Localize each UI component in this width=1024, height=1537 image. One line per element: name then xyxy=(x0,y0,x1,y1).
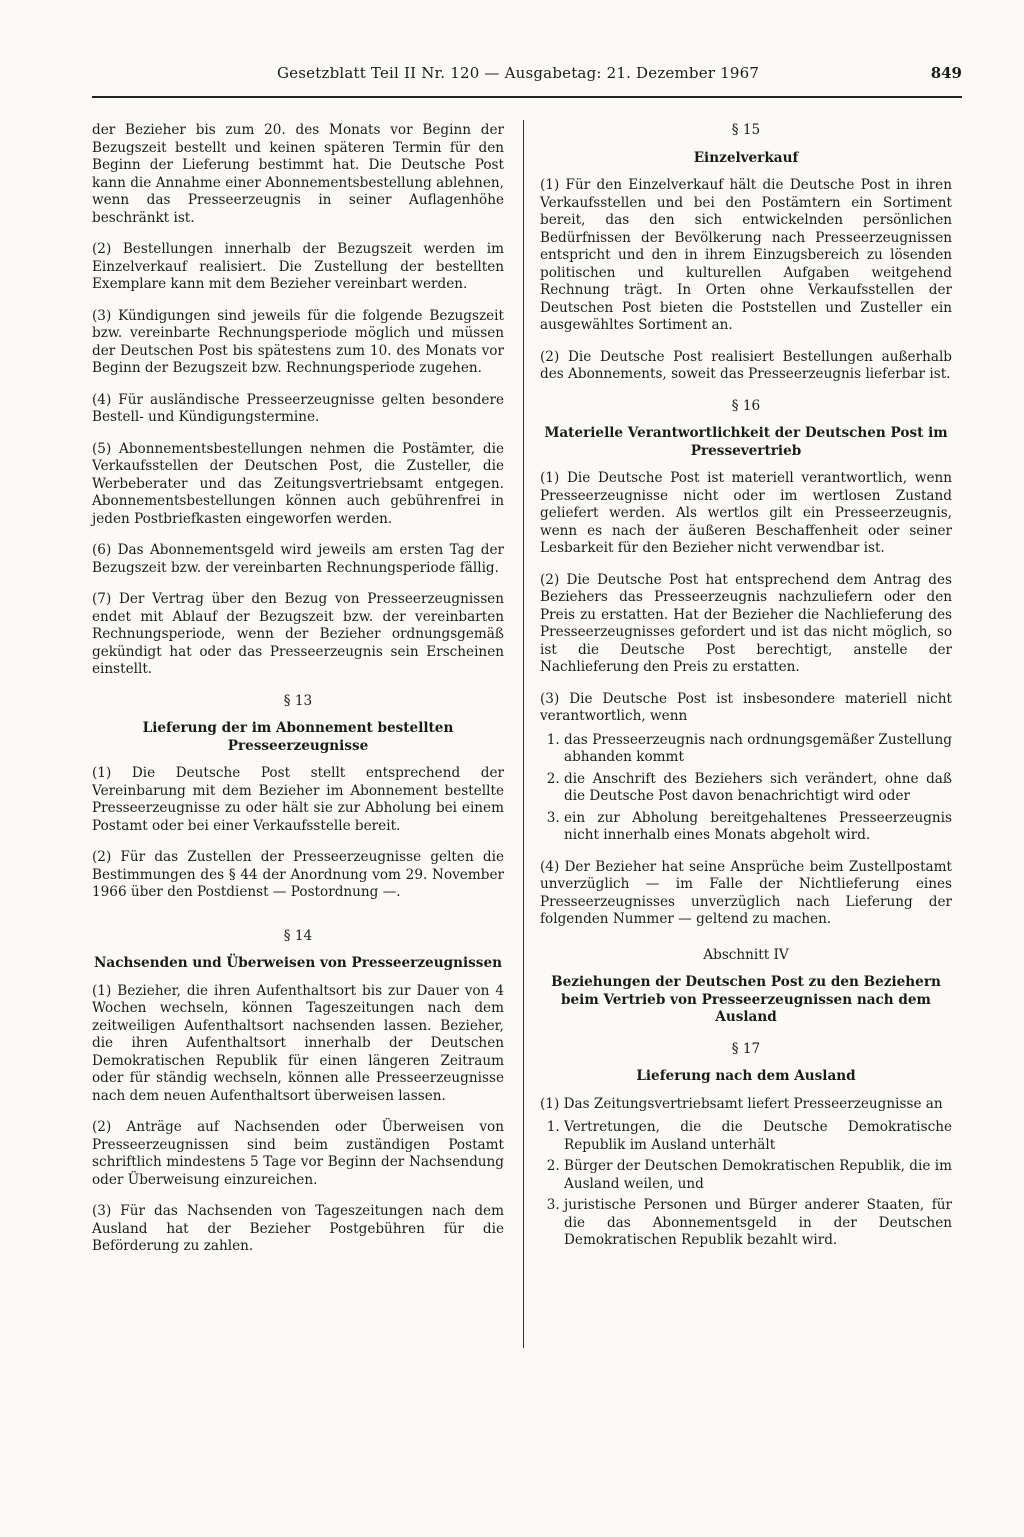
paragraph: (5) Abonnementsbestellungen nehmen die Postämter, die Verkaufsstellen der Deutschen Post, die Zusteller, die Werbeberater und das Zeitungsvertriebsamt entgegen. Abonnementsbestellungen können auch gebührenfrei in jeden Postbriefkasten eingeworfen werden. xyxy=(92,440,504,527)
section-number: § 15 xyxy=(731,122,761,138)
section-heading: Einzelverkauf xyxy=(693,149,799,166)
page-number: 849 xyxy=(930,64,962,82)
list-item: 1. das Presseerzeugnis nach ordnungsgemäßer Zustellung abhanden kommt xyxy=(564,732,952,767)
paragraph: (1) Das Zeitungsvertriebsamt liefert Presseerzeugnisse an xyxy=(540,1095,943,1112)
paragraph: (1) Bezieher, die ihren Aufenthaltsort bis zur Dauer von 4 Wochen wechseln, können Tageszeitungen nach dem zeitweiligen Aufenthaltsort nachsenden lassen. Bezieher, die ihren Aufenthaltsort innerhalb der Deutschen Demokratischen Republik für einen längeren Zeitraum oder für ständig wechseln, können alle Presseerzeugnisse nach dem neuen Aufenthaltsort überweisen lassen. xyxy=(92,982,504,1104)
paragraph: (1) Die Deutsche Post stellt entsprechend der Vereinbarung mit dem Bezieher im Abonnement bestellte Presseerzeugnisse zu oder hält sie zur Abholung bei einem Postamt oder bei einer Verkaufsstelle bereit. xyxy=(92,765,504,834)
right-column xyxy=(540,122,952,1264)
paragraph: (1) Für den Einzelverkauf hält die Deutsche Post in ihren Verkaufsstellen und bei den Postämtern ein Sortiment bereit, das den sich entwickelnden persönlichen Bedürfnissen der Bevölkerung nach Presseerzeugnissen entspricht und den in ihrem Einzugsbereich zu lösenden politischen und kulturellen Aufgaben weitgehend Rechnung trägt. In Orten ohne Verkaufsstellen der Deutschen Post bieten die Poststellen und Zusteller ein ausgewähltes Sortiment an. xyxy=(540,177,952,333)
paragraph: (4) Der Bezieher hat seine Ansprüche beim Zustellpostamt unverzüglich — im Falle der Nichtlieferung eines Presseerzeugnisses unverzüglich nach Lieferung der folgenden Nummer — geltend zu machen. xyxy=(540,858,952,927)
section-heading: Lieferung der im Abonnement bestellten Presseerzeugnisse xyxy=(142,720,454,754)
section-heading: Nachsenden und Überweisen von Presseerzeugnissen xyxy=(94,955,502,971)
paragraph: (3) Die Deutsche Post ist insbesondere materiell nicht verantwortlich, wenn xyxy=(540,690,952,724)
paragraph: (2) Die Deutsche Post realisiert Bestellungen außerhalb des Abonnements, soweit das Presseerzeugnis lieferbar ist. xyxy=(540,348,952,382)
paragraph: (6) Das Abonnementsgeld wird jeweils am ersten Tag der Bezugszeit bzw. der vereinbarten Rechnungsperiode fällig. xyxy=(92,542,504,576)
paragraph: (3) Für das Nachsenden von Tageszeitungen nach dem Ausland hat der Bezieher Postgebühren für die Beförderung zu zahlen. xyxy=(92,1203,504,1254)
left-column xyxy=(92,122,504,1270)
list-item: 2. Bürger der Deutschen Demokratischen Republik, die im Ausland weilen, und xyxy=(564,1158,952,1193)
numbered-list xyxy=(540,1119,952,1250)
list-item: 1. Vertretungen, die die Deutsche Demokratische Republik im Ausland unterhält xyxy=(564,1119,952,1154)
part-number: Abschnitt IV xyxy=(703,946,789,963)
section-number: § 13 xyxy=(283,692,313,709)
list-item: 3. ein zur Abholung bereitgehaltenes Presseerzeugnis nicht innerhalb eines Monats abgeholt wird. xyxy=(564,810,952,845)
paragraph: (2) Bestellungen innerhalb der Bezugszeit werden im Einzelverkauf realisiert. Die Zustellung der bestellten Exemplare kann mit dem Bezieher vereinbart werden. xyxy=(92,241,504,292)
column-divider xyxy=(523,120,524,1348)
paragraph: der Bezieher bis zum 20. des Monats vor Beginn der Bezugszeit bestellt und keinen späteren Termin für den Beginn der Lieferung bestimmt hat. Die Deutsche Post kann die Annahme einer Abonnementsbestellung ablehnen, wenn das Presseerzeugnis in seiner Auflagenhöhe beschränkt ist. xyxy=(92,122,504,226)
page-header xyxy=(92,60,962,98)
paragraph: (1) Die Deutsche Post ist materiell verantwortlich, wenn Presseerzeugnisse nicht oder im wertlosen Zustand geliefert werden. Als wertlos gilt ein Presseerzeugnis, wenn es nach der äußeren Beschaffenheit oder seiner Lesbarkeit für den Bezieher nicht verwendbar ist. xyxy=(540,470,952,556)
paragraph: (3) Kündigungen sind jeweils für die folgende Bezugszeit bzw. vereinbarte Rechnungsperiode möglich und müssen der Deutschen Post bis spätestens zum 10. des Monats vor Beginn der Bezugszeit bzw. Rechnungsperiode zugehen. xyxy=(92,307,504,376)
list-item: 2. die Anschrift des Beziehers sich verändert, ohne daß die Deutsche Post davon benachrichtigt wird oder xyxy=(564,771,952,806)
paragraph: (2) Die Deutsche Post hat entsprechend dem Antrag des Beziehers das Presseerzeugnis nachzuliefern oder den Preis zu erstatten. Hat der Bezieher die Nachlieferung des Presseerzeugnisses gefordert und ist das nicht möglich, so ist die Deutsche Post berechtigt, anstelle der Nachlieferung den Preis zu erstatten. xyxy=(540,571,952,675)
gazette-title: Gesetzblatt Teil II Nr. 120 — Ausgabetag: 21. Dezember 1967 xyxy=(277,64,760,82)
section-heading: Materielle Verantwortlichkeit der Deutschen Post im Pressevertrieb xyxy=(544,425,948,459)
section-number: § 16 xyxy=(731,397,761,414)
paragraph: (4) Für ausländische Presseerzeugnisse gelten besondere Bestell- und Kündigungstermine. xyxy=(92,391,504,425)
section-number: § 14 xyxy=(283,927,313,944)
section-number: § 17 xyxy=(731,1040,761,1057)
paragraph: (7) Der Vertrag über den Bezug von Presseerzeugnissen endet mit Ablauf der Bezugszeit bzw. der vereinbarten Rechnungsperiode, wenn der Bezieher ordnungsgemäß gekündigt hat oder das Presseerzeugnis sein Erscheinen einstellt. xyxy=(92,591,504,677)
numbered-list xyxy=(540,732,952,845)
paragraph: (2) Anträge auf Nachsenden oder Überweisen von Presseerzeugnissen sind beim zuständigen Postamt schriftlich mindestens 5 Tage vor Beginn der Nachsendung oder Überweisung einzureichen. xyxy=(92,1119,504,1188)
part-heading: Beziehungen der Deutschen Post zu den Beziehern beim Vertrieb von Presseerzeugnissen nach dem Ausland xyxy=(551,974,941,1025)
paragraph: (2) Für das Zustellen der Presseerzeugnisse gelten die Bestimmungen des § 44 der Anordnung vom 29. November 1966 über den Postdienst — Postordnung —. xyxy=(92,849,504,900)
list-item: 3. juristische Personen und Bürger anderer Staaten, für die das Abonnementsgeld in der Deutschen Demokratischen Republik bezahlt wird. xyxy=(564,1197,952,1250)
section-heading: Lieferung nach dem Ausland xyxy=(636,1068,856,1084)
